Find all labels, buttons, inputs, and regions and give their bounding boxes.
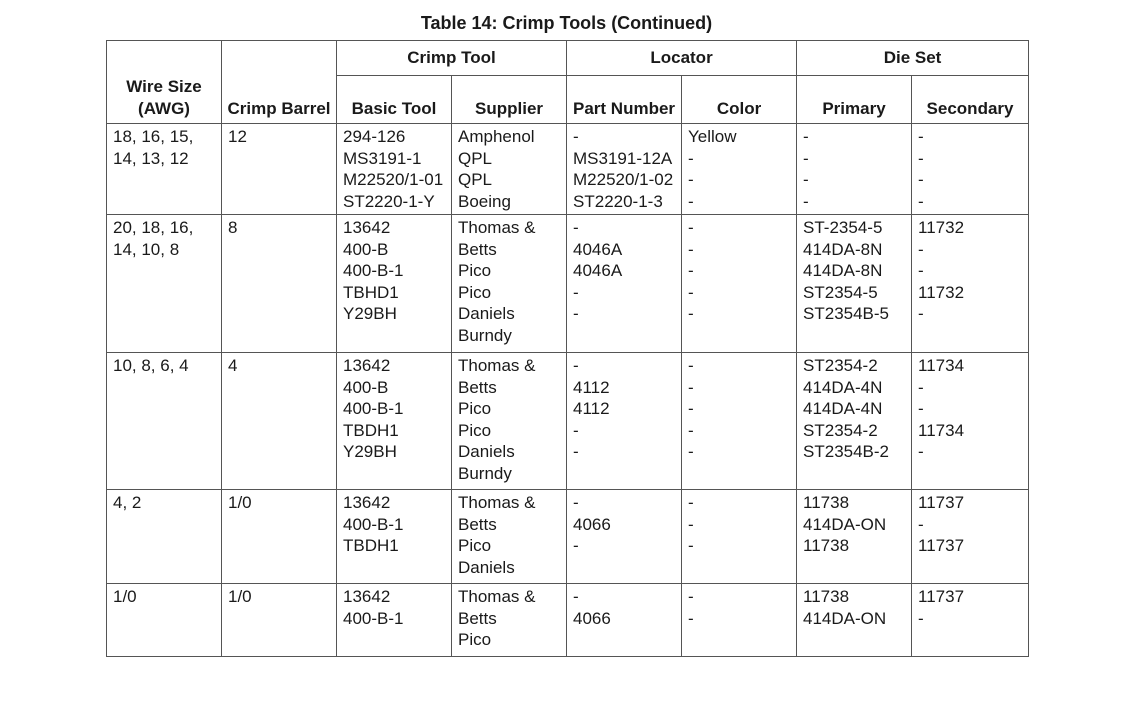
cell-line: Pico	[458, 536, 492, 555]
cell-line: 400-B-1	[343, 514, 404, 534]
cell-line: ST2220-1-3	[573, 191, 663, 211]
basic-tool-cell	[337, 124, 452, 215]
header-line: Barrel	[281, 98, 331, 118]
cell-line: 11738	[803, 493, 850, 512]
header-line: Number	[610, 98, 676, 118]
header-line: Crimp	[227, 98, 277, 118]
header-supplier	[452, 76, 567, 124]
cell-line: 12	[228, 127, 247, 146]
cell-line: -	[688, 587, 694, 606]
cell-line: 18, 16, 15,	[113, 127, 194, 146]
cell-line: Pico	[458, 282, 492, 302]
cell-line: TBHD1	[343, 282, 399, 302]
table-row	[107, 490, 1029, 584]
cell-line: -	[573, 356, 579, 375]
table-row	[107, 353, 1029, 490]
header-line: Supplier	[475, 98, 544, 118]
supplier-cell	[452, 490, 567, 584]
cell-line: 1/0	[113, 587, 137, 606]
cell-line: -	[918, 608, 924, 628]
cell-line: -	[573, 127, 579, 146]
cell-line: 13642	[343, 493, 391, 512]
header-locator: Locator	[567, 41, 797, 76]
cell-line: -	[688, 239, 694, 259]
cell-line: -	[918, 170, 924, 189]
header-crimp-barrel	[222, 41, 337, 124]
header-line: Secondary	[926, 98, 1014, 118]
cell-line: -	[573, 442, 579, 461]
header-color	[682, 76, 797, 124]
table-row	[107, 124, 1029, 215]
cell-line: Pico	[458, 261, 492, 280]
cell-line: -	[688, 304, 694, 323]
cell-line: QPL	[458, 148, 493, 168]
wire-size-cell	[107, 584, 222, 657]
header-die-set: Die Set	[797, 41, 1029, 76]
cell-line: -	[573, 587, 579, 606]
header-line: Color	[716, 98, 762, 118]
cell-line: -	[688, 514, 694, 534]
cell-line: 4046A	[573, 239, 623, 259]
primary-die-cell	[797, 490, 912, 584]
cell-line: Yellow	[688, 127, 737, 146]
cell-line: 400-B-1	[343, 261, 404, 280]
cell-line: -	[573, 304, 579, 323]
cell-line: -	[688, 420, 694, 440]
table-row	[107, 584, 1029, 657]
cell-line: -	[688, 493, 694, 512]
color-cell	[682, 490, 797, 584]
secondary-die-cell	[912, 124, 1029, 215]
cell-line: -	[573, 493, 579, 512]
secondary-die-cell	[912, 215, 1029, 353]
cell-line: QPL	[458, 170, 493, 189]
wire-size-cell	[107, 353, 222, 490]
cell-line: -	[803, 127, 809, 146]
cell-line: 11738	[803, 587, 850, 606]
cell-line: 11737	[918, 536, 965, 555]
cell-line: 13642	[343, 218, 391, 237]
secondary-die-cell	[912, 353, 1029, 490]
cell-line: Burndy	[458, 463, 512, 483]
secondary-die-cell	[912, 490, 1029, 584]
cell-line: 20, 18, 16,	[113, 218, 194, 237]
cell-line: -	[688, 191, 694, 211]
cell-line: -	[803, 191, 809, 211]
cell-line: -	[803, 148, 809, 168]
cell-line: Betts	[458, 608, 497, 628]
crimp-barrel-cell	[222, 124, 337, 215]
cell-line: Y29BH	[343, 442, 397, 461]
cell-line: -	[688, 261, 694, 280]
header-line: (AWG)	[138, 98, 190, 118]
cell-line: -	[688, 282, 694, 302]
cell-line: Pico	[458, 630, 492, 649]
wire-size-cell	[107, 215, 222, 353]
cell-line: 414DA-8N	[803, 261, 883, 280]
header-line: Basic Tool	[351, 98, 437, 118]
cell-line: 11738	[803, 536, 850, 555]
cell-line: Thomas &	[458, 356, 536, 375]
cell-line: 11734	[918, 420, 965, 440]
cell-line: Thomas &	[458, 587, 536, 606]
supplier-cell	[452, 124, 567, 215]
cell-line: -	[688, 442, 694, 461]
cell-line: Daniels	[458, 557, 515, 577]
cell-line: -	[688, 608, 694, 628]
cell-line: 11737	[918, 493, 965, 512]
crimp-barrel-cell	[222, 490, 337, 584]
cell-line: 400-B	[343, 377, 389, 397]
cell-line: 8	[228, 218, 238, 237]
basic-tool-cell	[337, 584, 452, 657]
cell-line: TBDH1	[343, 536, 399, 555]
cell-line: 1/0	[228, 587, 252, 606]
part-number-cell	[567, 215, 682, 353]
supplier-cell	[452, 353, 567, 490]
cell-line: 11732	[918, 218, 965, 237]
cell-line: 11732	[918, 282, 965, 302]
cell-line: 414DA-ON	[803, 608, 887, 628]
cell-line: -	[688, 536, 694, 555]
cell-line: Burndy	[458, 325, 512, 345]
header-line: Part	[572, 98, 607, 118]
cell-line: 4066	[573, 514, 611, 534]
cell-line: ST2354-5	[803, 282, 878, 302]
cell-line: 4, 2	[113, 493, 142, 512]
crimp-tools-table	[106, 40, 1029, 657]
cell-line: 400-B-1	[343, 608, 404, 628]
table-title: Table 14: Crimp Tools (Continued)	[420, 13, 713, 33]
cell-line: Thomas &	[458, 493, 536, 512]
cell-line: Y29BH	[343, 304, 397, 323]
cell-line: ST2354B-2	[803, 442, 890, 461]
crimp-barrel-cell	[222, 215, 337, 353]
secondary-die-cell	[912, 584, 1029, 657]
cell-line: -	[918, 304, 924, 323]
cell-line: 414DA-4N	[803, 399, 883, 418]
cell-line: -	[918, 442, 924, 461]
basic-tool-cell	[337, 353, 452, 490]
cell-line: 11737	[918, 587, 965, 606]
cell-line: Betts	[458, 514, 497, 534]
cell-line: Boeing	[458, 191, 511, 211]
header-crimp-tool: Crimp Tool	[337, 41, 567, 76]
primary-die-cell	[797, 353, 912, 490]
header-line: Wire Size	[126, 77, 202, 96]
cell-line: 1/0	[228, 493, 252, 512]
cell-line: 14, 13, 12	[113, 148, 189, 168]
cell-line: -	[688, 399, 694, 418]
cell-line: 14, 10, 8	[113, 239, 180, 259]
cell-line: -	[918, 191, 924, 211]
supplier-cell	[452, 584, 567, 657]
basic-tool-cell	[337, 215, 452, 353]
cell-line: 11734	[918, 356, 965, 375]
cell-line: Thomas &	[458, 218, 536, 237]
cell-line: -	[918, 261, 924, 280]
color-cell	[682, 124, 797, 215]
header-secondary	[912, 76, 1029, 124]
cell-line: 10, 8, 6, 4	[113, 356, 189, 375]
cell-line: Daniels	[458, 304, 515, 323]
basic-tool-cell	[337, 490, 452, 584]
color-cell	[682, 215, 797, 353]
cell-line: -	[918, 377, 924, 397]
cell-line: MS3191-12A	[573, 148, 673, 168]
cell-line: Betts	[458, 377, 497, 397]
cell-line: -	[573, 536, 579, 555]
cell-line: MS3191-1	[343, 148, 422, 168]
cell-line: 4112	[573, 377, 610, 397]
cell-line: -	[803, 170, 809, 189]
cell-line: 4066	[573, 608, 611, 628]
cell-line: 414DA-ON	[803, 514, 887, 534]
cell-line: ST2220-1-Y	[343, 191, 435, 211]
crimp-barrel-cell	[222, 353, 337, 490]
cell-line: Pico	[458, 399, 492, 418]
cell-line: 400-B-1	[343, 399, 404, 418]
cell-line: 13642	[343, 587, 391, 606]
cell-line: -	[688, 148, 694, 168]
cell-line: Daniels	[458, 442, 515, 461]
header-wire-size	[107, 41, 222, 124]
cell-line: 400-B	[343, 239, 389, 259]
cell-line: M22520/1-02	[573, 170, 674, 189]
cell-line: -	[918, 514, 924, 534]
header-primary	[797, 76, 912, 124]
wire-size-cell	[107, 124, 222, 215]
header-part-number	[567, 76, 682, 124]
header-basic-tool	[337, 76, 452, 124]
part-number-cell	[567, 124, 682, 215]
cell-line: 4	[228, 356, 238, 375]
cell-line: -	[918, 399, 924, 418]
cell-line: M22520/1-01	[343, 170, 444, 189]
cell-line: -	[688, 170, 694, 189]
color-cell	[682, 353, 797, 490]
cell-line: -	[918, 148, 924, 168]
cell-line: ST2354-2	[803, 356, 878, 375]
supplier-cell	[452, 215, 567, 353]
table-row	[107, 215, 1029, 353]
cell-line: -	[918, 239, 924, 259]
cell-line: -	[688, 377, 694, 397]
cell-line: ST2354-2	[803, 420, 878, 440]
cell-line: -	[688, 218, 694, 237]
part-number-cell	[567, 353, 682, 490]
part-number-cell	[567, 584, 682, 657]
color-cell	[682, 584, 797, 657]
wire-size-cell	[107, 490, 222, 584]
cell-line: -	[573, 218, 579, 237]
cell-line: 294-126	[343, 127, 406, 146]
primary-die-cell	[797, 215, 912, 353]
cell-line: 13642	[343, 356, 391, 375]
cell-line: Betts	[458, 239, 497, 259]
crimp-barrel-cell	[222, 584, 337, 657]
table-body	[107, 124, 1029, 657]
cell-line: ST2354B-5	[803, 304, 890, 323]
cell-line: -	[918, 127, 924, 146]
cell-line: Pico	[458, 420, 492, 440]
cell-line: TBDH1	[343, 420, 399, 440]
cell-line: 4046A	[573, 261, 623, 280]
cell-line: -	[573, 420, 579, 440]
primary-die-cell	[797, 584, 912, 657]
primary-die-cell	[797, 124, 912, 215]
cell-line: 4112	[573, 399, 610, 418]
part-number-cell	[567, 490, 682, 584]
cell-line: Amphenol	[458, 127, 535, 146]
cell-line: 414DA-8N	[803, 239, 883, 259]
cell-line: 414DA-4N	[803, 377, 883, 397]
cell-line: -	[688, 356, 694, 375]
cell-line: ST-2354-5	[803, 218, 883, 237]
cell-line: -	[573, 282, 579, 302]
header-line: Primary	[822, 98, 886, 118]
